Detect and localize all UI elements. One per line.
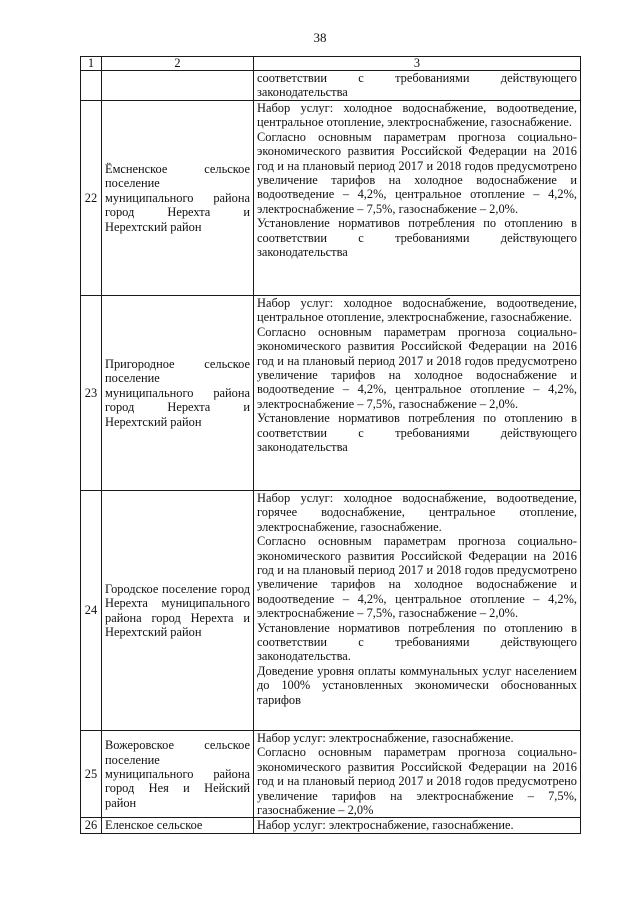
table-row <box>81 818 581 833</box>
measures-description <box>254 71 581 101</box>
measures-description <box>254 491 581 731</box>
description-paragraph: Согласно основным параметрам прогноза социально-экономического развития Российской Федерации на 2016 год и на плановый период 2017 и 2018 годов предусмотрено увеличение тарифов на холодное водоснабжение и водоотведение – 4,2%, центральное отопление – 4,2%, электроснабжение – 7,5%, газоснабжение – 2,0%. <box>257 534 577 621</box>
table-row <box>81 101 581 296</box>
table-row <box>81 71 581 101</box>
row-number: 22 <box>81 101 102 296</box>
column-header-2: 2 <box>102 57 254 71</box>
measures-description <box>254 818 581 833</box>
description-paragraph: Набор услуг: холодное водоснабжение, водоотведение, горячее водоснабжение, центральное отопление, электроснабжение, газоснабжение. <box>257 491 577 534</box>
measures-description <box>254 731 581 818</box>
settlement-name-text: Еленское сельское <box>105 818 203 833</box>
column-header-1: 1 <box>81 57 102 71</box>
settlement-name <box>102 71 254 101</box>
measures-description <box>254 101 581 296</box>
description-paragraph: соответствии с требованиями действующего законодательства <box>257 71 577 100</box>
description-paragraph: Набор услуг: холодное водоснабжение, водоотведение, центральное отопление, электроснабжение, газоснабжение. <box>257 101 577 130</box>
row-number: 23 <box>81 296 102 491</box>
description-paragraph: Набор услуг: электроснабжение, газоснабжение. <box>257 818 514 833</box>
description-paragraph: Согласно основным параметрам прогноза социально-экономического развития Российской Федерации на 2016 год и на плановый период 2017 и 2018 годов предусмотрено увеличение тарифов на холодное водоснабжение и водоотведение – 4,2%, центральное отопление – 4,2%, электроснабжение – 7,5%, газоснабжение – 2,0%. <box>257 129 577 216</box>
settlement-name: Вожеровское сельское поселение муниципального района город Нея и Нейский район <box>102 731 254 818</box>
measures-description <box>254 296 581 491</box>
row-number: 26 <box>81 818 102 833</box>
description-paragraph: Набор услуг: электроснабжение, газоснабжение. <box>257 731 514 745</box>
row-number <box>81 71 102 101</box>
table-header-row <box>81 57 581 71</box>
settlement-name: Пригородное сельское поселение муниципального района город Нерехта и Нерехтский район <box>102 296 254 491</box>
description-paragraph: Доведение уровня оплаты коммунальных услуг населением до 100% установленных экономически обоснованных тарифов <box>257 663 577 707</box>
settlement-name: Городское поселение город Нерехта муниципального района город Нерехта и Нерехтский район <box>102 491 254 731</box>
row-number: 24 <box>81 491 102 731</box>
description-paragraph: Установление нормативов потребления по отоплению в соответствии с требованиями действующего законодательства <box>257 411 577 455</box>
description-paragraph: Согласно основным параметрам прогноза социально-экономического развития Российской Федерации на 2016 год и на плановый период 2017 и 2018 годов предусмотрено увеличение тарифов на электроснабжение – 7,5%, газоснабжение – 2,0% <box>257 745 577 818</box>
tariff-table <box>80 56 581 834</box>
page-number: 38 <box>313 30 327 45</box>
table-row <box>81 731 581 818</box>
table-row <box>81 296 581 491</box>
description-paragraph: Набор услуг: холодное водоснабжение, водоотведение, центральное отопление, электроснабжение, газоснабжение. <box>257 296 577 325</box>
settlement-name <box>102 818 254 833</box>
description-paragraph: Согласно основным параметрам прогноза социально-экономического развития Российской Федерации на 2016 год и на плановый период 2017 и 2018 годов предусмотрено увеличение тарифов на холодное водоснабжение и водоотведение – 4,2%, центральное отопление – 4,2%, электроснабжение – 7,5%, газоснабжение – 2,0%. <box>257 324 577 411</box>
description-paragraph: Установление нормативов потребления по отоплению в соответствии с требованиями действующего законодательства. <box>257 620 577 664</box>
row-number: 25 <box>81 731 102 818</box>
column-header-3: 3 <box>254 57 581 71</box>
settlement-name: Ёмсненское сельское поселение муниципального района город Нерехта и Нерехтский район <box>102 101 254 296</box>
description-paragraph: Установление нормативов потребления по отоплению в соответствии с требованиями действующего законодательства <box>257 216 577 260</box>
table-row <box>81 491 581 731</box>
